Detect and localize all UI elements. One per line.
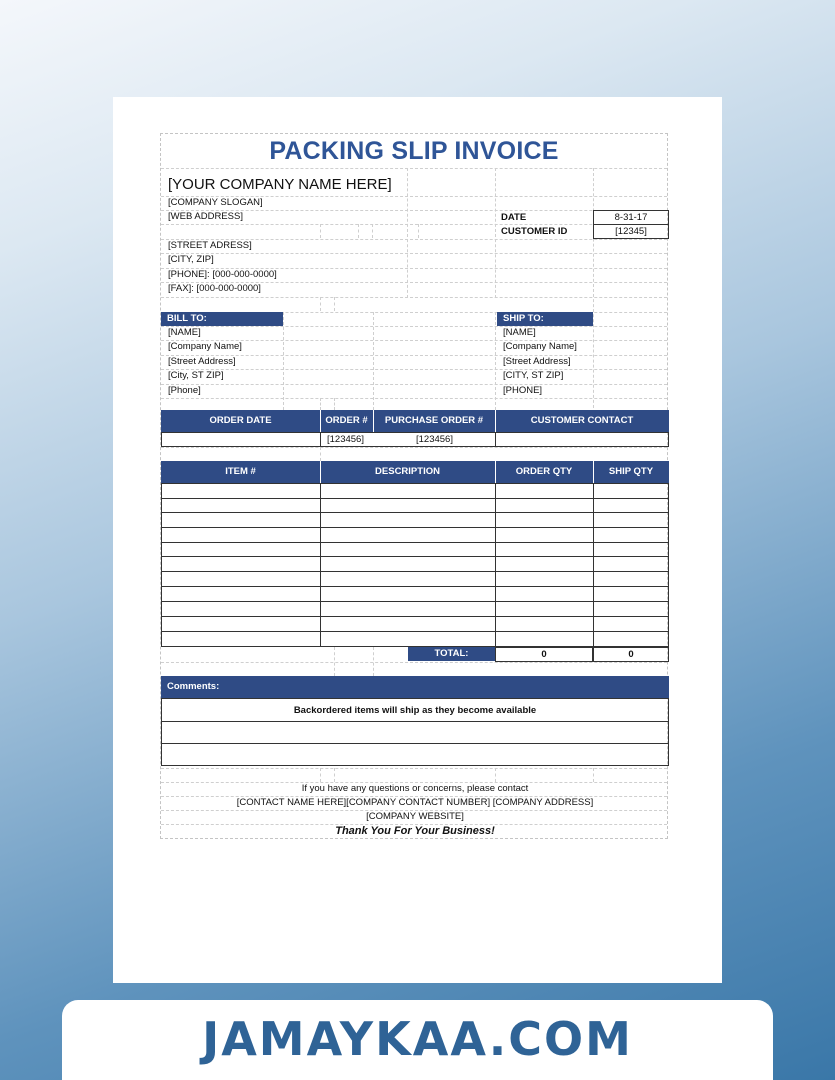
order-number-header: ORDER #	[325, 415, 368, 426]
ship-to-phone: [PHONE]	[503, 385, 543, 396]
customer-contact-header: CUSTOMER CONTACT	[530, 415, 634, 426]
order-date-header: ORDER DATE	[209, 415, 272, 426]
description-header: DESCRIPTION	[375, 466, 440, 477]
comments-label: Comments:	[167, 681, 220, 692]
contact-line-3: [COMPANY WEBSITE]	[366, 811, 464, 822]
city-zip: [CITY, ZIP]	[168, 254, 214, 265]
invoice-paper	[113, 97, 722, 983]
document-title: PACKING SLIP INVOICE	[269, 137, 559, 165]
date-label: DATE	[501, 212, 527, 223]
po-number-value[interactable]: [123456]	[416, 434, 453, 445]
invoice-sheet	[160, 133, 668, 839]
order-qty-header: ORDER QTY	[515, 466, 573, 477]
company-slogan: [COMPANY SLOGAN]	[168, 197, 263, 208]
item-number-header: ITEM #	[225, 466, 256, 477]
bill-to-company: [Company Name]	[168, 341, 242, 352]
ship-to-street: [Street Address]	[503, 356, 571, 367]
order-values-row	[161, 432, 669, 447]
bill-to-street: [Street Address]	[168, 356, 236, 367]
date-value: 8-31-17	[614, 212, 648, 223]
total-ship-qty: 0	[628, 649, 634, 660]
customer-id-value: [12345]	[615, 226, 647, 237]
ship-qty-header: SHIP QTY	[608, 466, 654, 477]
web-address: [WEB ADDRESS]	[168, 211, 243, 222]
comments-text: Backordered items will ship as they become available	[293, 705, 537, 716]
ship-to-label: SHIP TO:	[503, 313, 544, 324]
total-order-qty: 0	[541, 649, 547, 660]
contact-line-1: If you have any questions or concerns, please contact	[301, 783, 529, 794]
brand-footer	[62, 1000, 773, 1080]
brand-text: JAMAYKAA.COM	[202, 1012, 633, 1066]
order-number-value[interactable]: [123456]	[327, 434, 364, 445]
contact-line-2: [CONTACT NAME HERE][COMPANY CONTACT NUMBER] [COMPANY ADDRESS]	[236, 797, 594, 808]
phone-number: [PHONE]: [000-000-0000]	[168, 269, 277, 280]
total-label: TOTAL:	[434, 648, 469, 659]
thank-you-text: Thank You For Your Business!	[335, 825, 495, 837]
ship-to-city: [CITY, ST ZIP]	[503, 370, 564, 381]
purchase-order-header: PURCHASE ORDER #	[384, 415, 484, 426]
comments-bar	[161, 676, 669, 698]
company-name: [YOUR COMPANY NAME HERE]	[168, 176, 392, 193]
bill-to-phone: [Phone]	[168, 385, 201, 396]
ship-to-name: [NAME]	[503, 327, 536, 338]
fax-number: [FAX]: [000-000-0000]	[168, 283, 261, 294]
bill-to-name: [NAME]	[168, 327, 201, 338]
bill-to-city: [City, ST ZIP]	[168, 370, 224, 381]
street-address: [STREET ADRESS]	[168, 240, 252, 251]
bill-to-label: BILL TO:	[167, 313, 207, 324]
customer-id-label: CUSTOMER ID	[501, 226, 568, 237]
ship-to-company: [Company Name]	[503, 341, 577, 352]
